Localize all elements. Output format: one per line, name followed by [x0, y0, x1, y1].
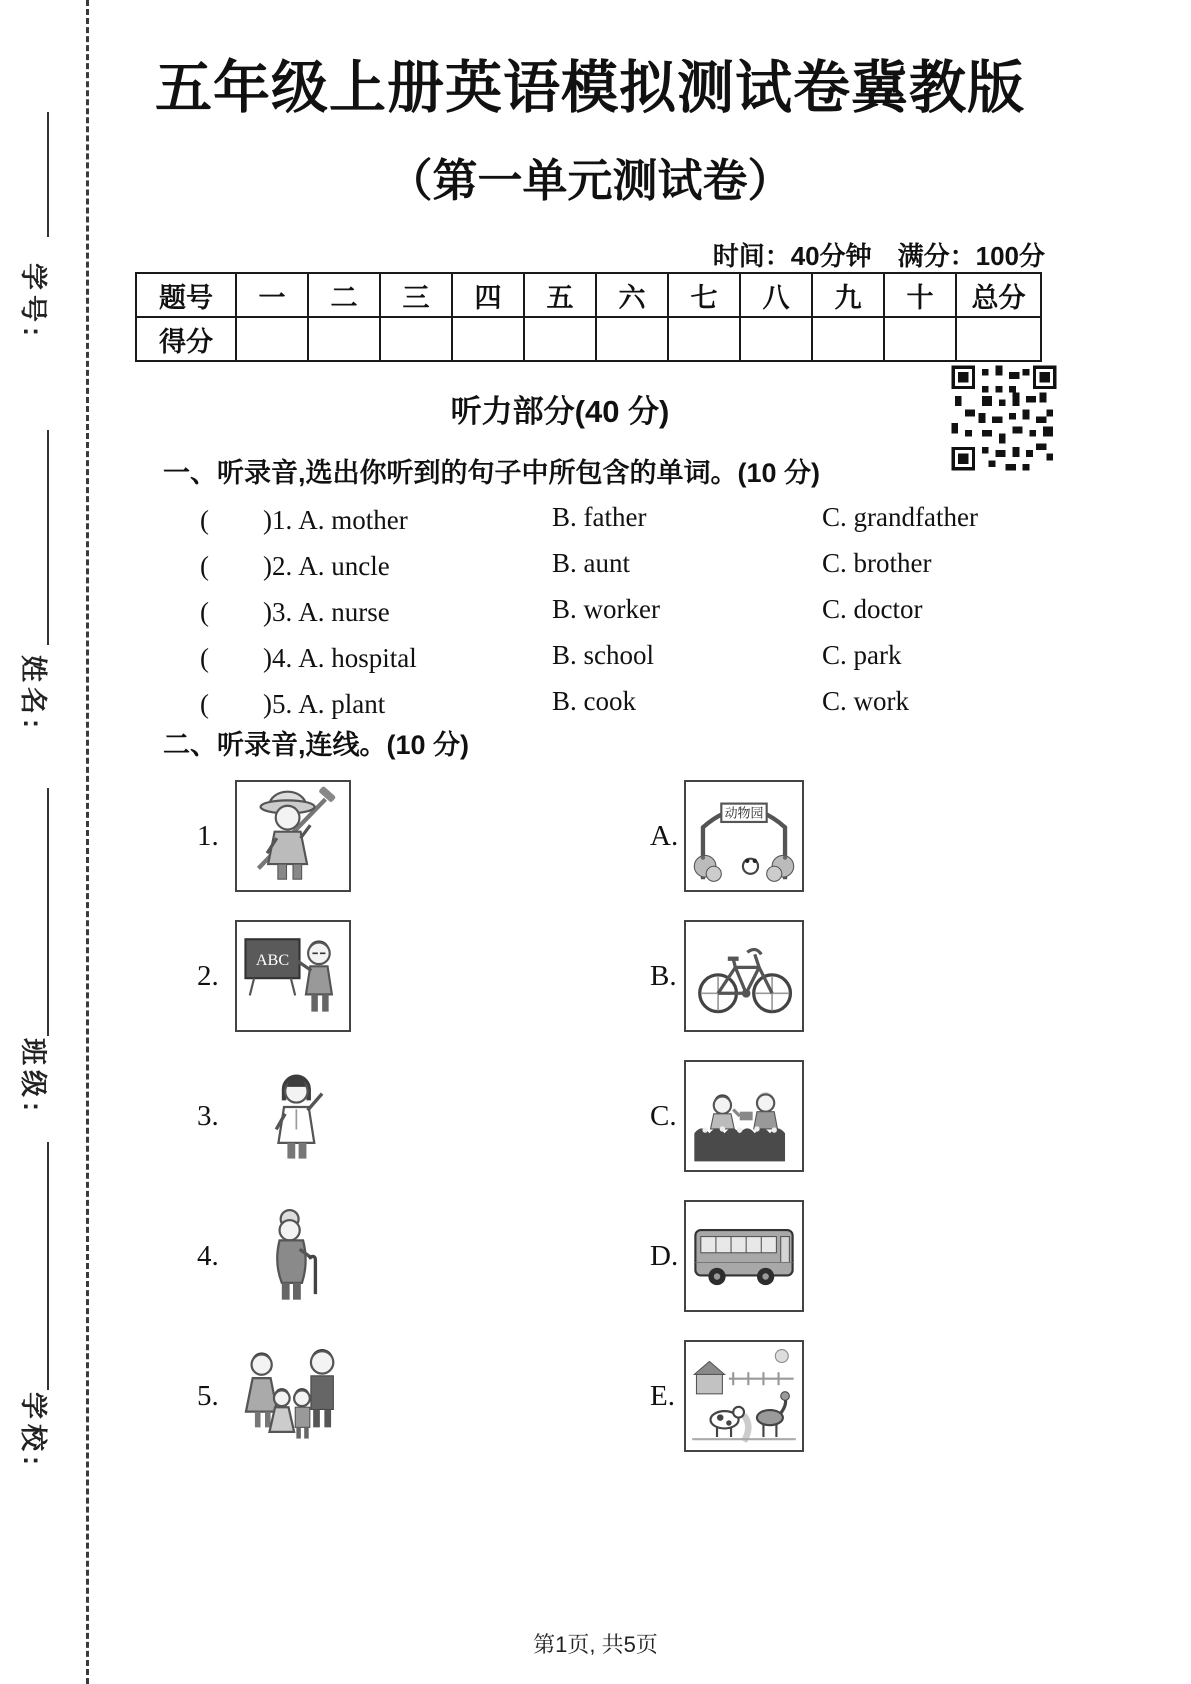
score-col-5: 五: [524, 273, 596, 317]
answer-bracket: ( )5.: [200, 688, 293, 719]
option-cell: [200, 636, 552, 675]
footer-page-indicator: 第1页, 共5页: [533, 1632, 658, 1657]
option-row-2: [135, 540, 1075, 586]
score-table-header-row: [136, 273, 1041, 317]
option-b: B. aunt: [552, 547, 630, 578]
option-row-5: [135, 678, 1075, 724]
score-cell-total: [956, 317, 1041, 361]
option-row-3: [135, 586, 1075, 632]
score-col-10: 十: [884, 273, 956, 317]
abc-board-text: ABC: [255, 951, 290, 970]
zoo-gate-image: [684, 780, 804, 892]
option-c: C. grandfather: [822, 501, 978, 532]
option-a: A. mother: [298, 504, 408, 535]
score-cell: [668, 317, 740, 361]
school-label: 学校:: [18, 1392, 48, 1470]
school-fill-line: [47, 1142, 49, 1390]
student-id-fill-line: [47, 112, 49, 237]
score-cell: [812, 317, 884, 361]
score-col-9: 九: [812, 273, 884, 317]
option-cell: [200, 498, 552, 537]
listening-section-title: 听力部分(40 分): [450, 394, 670, 429]
farm-animals-image: [684, 1340, 804, 1452]
row-number-label: 3.: [197, 1099, 219, 1132]
row-letter-label: C.: [650, 1099, 677, 1132]
score-col-4: 四: [452, 273, 524, 317]
match-row-1: [135, 766, 1075, 906]
grandma-with-cane-image: [235, 1200, 351, 1312]
option-b: B. school: [552, 639, 655, 670]
name-label: 姓名:: [18, 655, 48, 733]
option-b: B. worker: [552, 593, 660, 624]
row-number-label: 2.: [197, 959, 219, 992]
family-image: [235, 1340, 351, 1452]
score-col-6: 六: [596, 273, 668, 317]
score-col-1: 一: [236, 273, 308, 317]
score-table-value-row: [136, 317, 1041, 361]
option-a: A. hospital: [298, 642, 417, 673]
score-cell: [308, 317, 380, 361]
match-row-4: [135, 1186, 1075, 1326]
score-cell: [380, 317, 452, 361]
score-col-3: 三: [380, 273, 452, 317]
option-a: A. nurse: [298, 596, 390, 627]
name-fill-line: [47, 430, 49, 645]
option-c: C. work: [822, 685, 909, 716]
student-id-label: 学号:: [18, 263, 48, 341]
class-fill-line: [47, 788, 49, 1036]
class-label: 班级:: [18, 1038, 48, 1116]
bicycle-image: [684, 920, 804, 1032]
listening-part2: [135, 724, 1075, 1466]
answer-bracket: ( )2.: [200, 550, 293, 581]
option-a: A. plant: [298, 688, 386, 719]
match-row-2: [135, 906, 1075, 1046]
score-table-corner: 题号: [136, 273, 236, 317]
part1-heading: 一、听录音,选出你听到的句子中所包含的单词。(10 分): [163, 458, 821, 488]
answer-bracket: ( )3.: [200, 596, 293, 627]
option-a: A. uncle: [298, 550, 390, 581]
row-letter-label: B.: [650, 959, 677, 992]
score-row-label: 得分: [136, 317, 236, 361]
teacher-abc-board-image: [235, 920, 351, 1032]
option-cell: [200, 544, 552, 583]
option-cell: [200, 682, 552, 721]
listening-part1: [135, 452, 1075, 724]
time-and-score-info: 时间：40分钟 满分：100分: [712, 241, 1045, 271]
score-table: [135, 272, 1042, 362]
answer-bracket: ( )1.: [200, 504, 293, 535]
option-row-1: [135, 494, 1075, 540]
answer-bracket: ( )4.: [200, 642, 293, 673]
score-col-7: 七: [668, 273, 740, 317]
bus-image: [684, 1200, 804, 1312]
row-letter-label: A.: [650, 819, 679, 852]
score-col-total: 总分: [956, 273, 1041, 317]
row-number-label: 4.: [197, 1239, 219, 1272]
row-letter-label: E.: [650, 1379, 675, 1412]
option-cell: [200, 590, 552, 629]
option-b: B. cook: [552, 685, 636, 716]
woman-doctor-image: [235, 1060, 351, 1172]
option-c: C. park: [822, 639, 902, 670]
score-cell: [452, 317, 524, 361]
score-cell: [596, 317, 668, 361]
option-c: C. brother: [822, 547, 932, 578]
score-cell: [236, 317, 308, 361]
match-row-3: [135, 1046, 1075, 1186]
part2-heading: 二、听录音,连线。(10 分): [163, 730, 470, 760]
score-col-2: 二: [308, 273, 380, 317]
match-row-5: [135, 1326, 1075, 1466]
row-number-label: 5.: [197, 1379, 219, 1412]
zoo-sign-text: 动物园: [724, 805, 764, 821]
score-cell: [524, 317, 596, 361]
farmer-with-hoe-image: [235, 780, 351, 892]
people-gardening-image: [684, 1060, 804, 1172]
margin-dashed-line: [86, 0, 89, 1684]
row-number-label: 1.: [197, 819, 219, 852]
page-title: 五年级上册英语模拟测试卷冀教版: [155, 56, 1025, 120]
score-cell: [740, 317, 812, 361]
score-cell: [884, 317, 956, 361]
score-col-8: 八: [740, 273, 812, 317]
option-b: B. father: [552, 501, 647, 532]
row-letter-label: D.: [650, 1239, 679, 1272]
option-c: C. doctor: [822, 593, 923, 624]
option-row-4: [135, 632, 1075, 678]
page-subtitle: （第一单元测试卷）: [387, 155, 793, 206]
